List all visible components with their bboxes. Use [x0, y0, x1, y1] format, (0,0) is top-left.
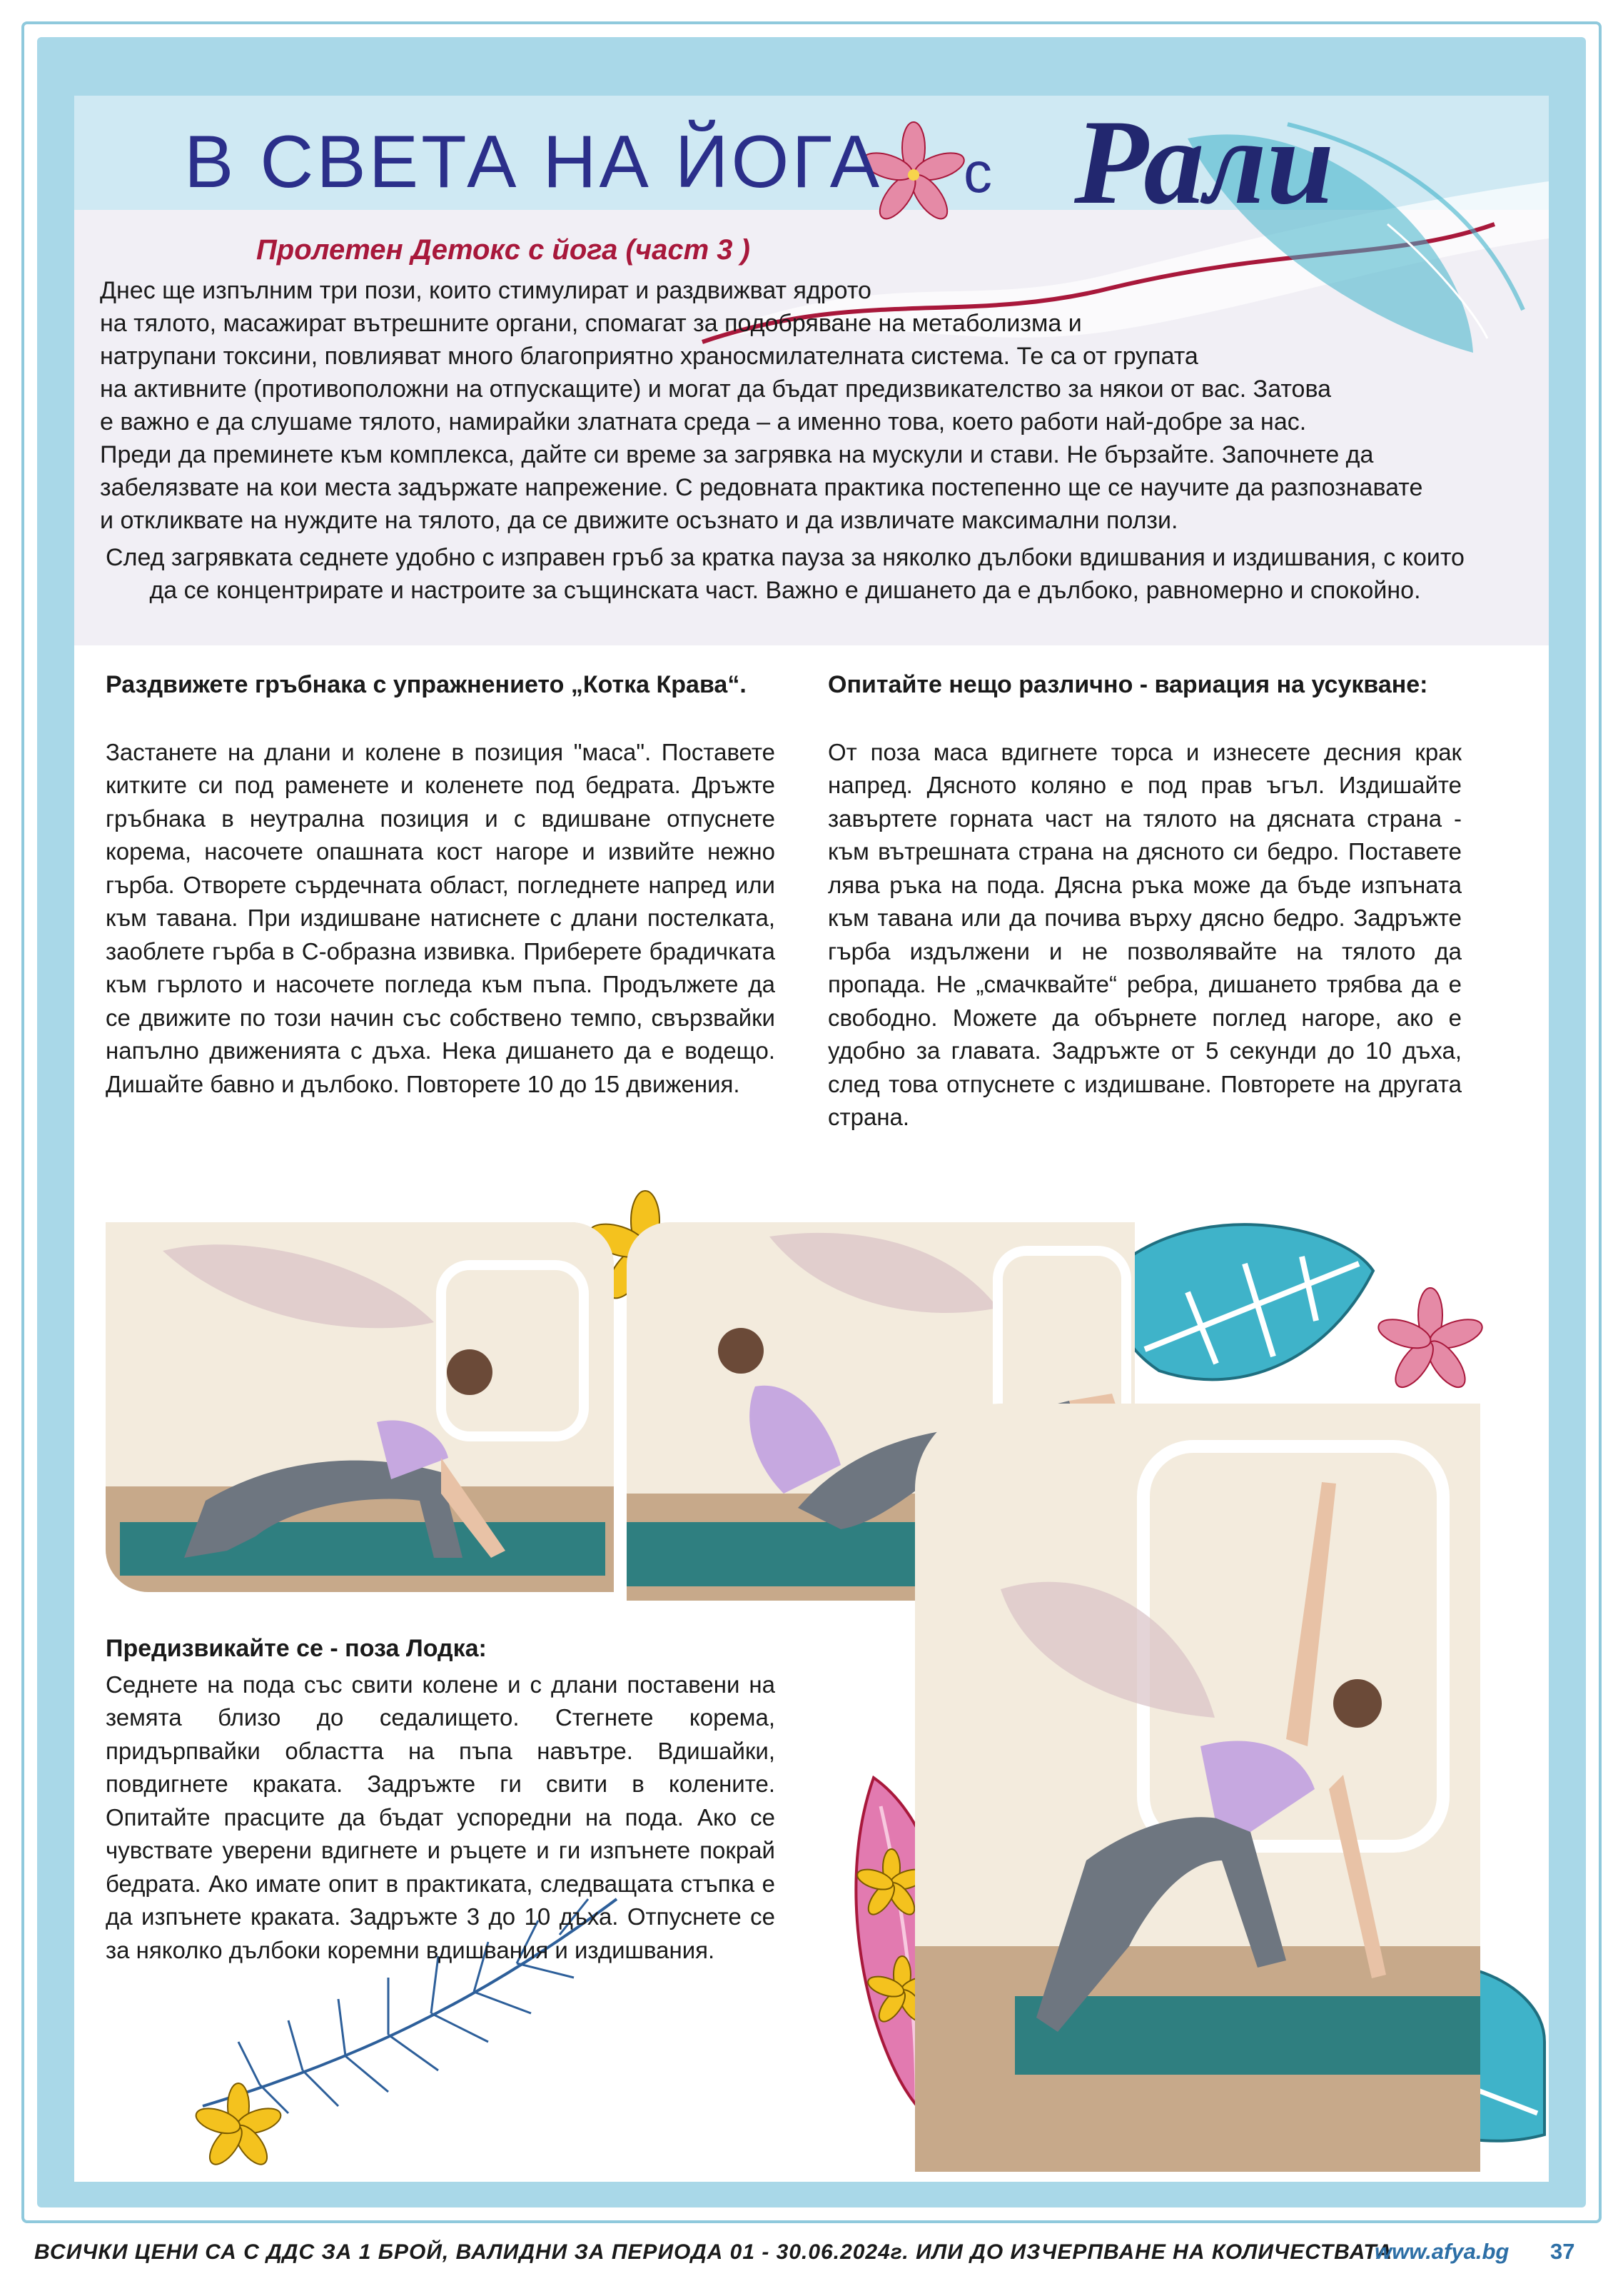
intro-line: Днес ще изпълним три пози, които стимулират и раздвижват ядрото: [100, 277, 871, 304]
cat-cow-heading: Раздвижете гръбнака с упражнението „Котка Крава“.: [106, 671, 747, 698]
intro-text: [100, 274, 1470, 607]
intro-line: е важно е да слушаме тялото, намирайки златната среда – а именно това, което работи най-добре за нас.: [100, 408, 1307, 435]
footer-url-link[interactable]: www.afya.bg: [1375, 2239, 1510, 2264]
twist-section: [828, 668, 1462, 1134]
footer-notice: ВСИЧКИ ЦЕНИ СА С ДДС ЗА 1 БРОЙ, ВАЛИДНИ ЗА ПЕРИОДА 01 - 30.06.2024г. ИЛИ ДО ИЗЧЕРПВАНЕ НА КОЛИЧЕСТВАТА: [34, 2240, 1393, 2264]
intro-line: на тялото, масажират вътрешните органи, спомагат за подобряване на метаболизма и: [100, 310, 1082, 337]
twist-body: От поза маса вдигнете торса и изнесете десния крак напред. Дясното коляно е под прав ъгъл. Издишайте завъртете горната част на тялото на дясната страна - към вътрешната страна на дясното си бедро. Поставете лява ръка на пода. Дясна ръка може да бъде изпъната към тавана или да почива върху дясно бедро. Задръжте гърба издължени и не позволявайте на тялото да пропада. Не „смачквайте“ ребра, дишането трябва да е свободно. Можете да обърнете поглед нагоре, ако е удобно за главата. Задръжте от 5 секунди до 10 дъха, след това отпуснете с издишване. Повторете на другата страна.: [828, 738, 1462, 1130]
boat-heading: Предизвикайте се - поза Лодка:: [106, 1635, 487, 1662]
twist-pose-photo: [915, 1404, 1480, 2172]
page-title: В СВЕТА НА ЙОГА: [184, 121, 883, 203]
page-number: 37: [1550, 2239, 1575, 2264]
boat-section: [106, 1632, 775, 1967]
intro-line: натрупани токсини, повлияват много благоприятно храносмилателната система. Те са от групата: [100, 343, 1198, 370]
cat-cow-photo: [106, 1222, 614, 1592]
boat-body: Седнете на пода със свити колене и с длани поставени на земята близо до седалището. Стегнете корема, придърпвайки областта на пъпа навътре. Вдишайки, повдигнете краката. Задръжте ги свити в колените. Опитайте прасците да бъдат успоредни на пода. Ако се чувствате уверени вдигнете и ръцете и ги изпънете покрай бедрата. Ако имате опит в практиката, следващата стъпка е да изпънете краката. Задръжте 3 до 10 дъха. Отпуснете се за няколко дълбоки коремни вдишвания и издишвания.: [106, 1671, 775, 1963]
twist-heading: Опитайте нещо различно - вариация на усукване:: [828, 671, 1428, 698]
intro-line: и откликвате на нуждите на тялото, да се движите осъзнато и да извличате максимални ползи.: [100, 507, 1178, 534]
intro-line: на активните (противоположни на отпускащите) и могат да бъдат предизвикателство за някои от вас. Затова: [100, 376, 1332, 403]
cat-cow-body: Застанете на длани и колене в позиция "маса". Поставете китките си под раменете и коленете под бедрата. Дръжте гръбнака в неутрална позиция и с вдишване отпуснете корема, насочете опашната кост нагоре и извийте нежно гърба. Отворете сърдечната област, погледнете напред или към тавана. При издишване натиснете с длани постелката, заоблете гърба в С-образна извивка. Приберете брадичката към гърлото и насочете погледа към пъпа. Продължете да се движите по този начин със собствено темпо, свързвайки напълно движенията с дъха. Нека дишането да е водещо. Дишайте бавно и дълбоко. Повторете 10 до 15 движения.: [106, 738, 775, 1097]
article-subtitle: Пролетен Детокс с йога (част 3 ): [256, 234, 750, 266]
intro-line: забелязвате на кои места задържате напрежение. С редовната практика постепенно ще се научите да разпознавате: [100, 474, 1423, 501]
title-connector: с: [964, 141, 992, 204]
intro-line: Преди да преминете към комплекса, дайте си време за загрявка на мускули и стави. Не бързайте. Започнете да: [100, 441, 1374, 468]
author-name: Рали: [1074, 95, 1335, 229]
intro-warmup-text: След загрявката седнете удобно с изправен гръб за кратка пауза за няколко дълбоки вдишвания и издишвания, с които да се концентрирате и настроите за същинската част. Важно е дишането да е дълбоко, равномерно и спокойно.: [106, 544, 1465, 604]
cat-cow-section: [106, 668, 775, 1101]
